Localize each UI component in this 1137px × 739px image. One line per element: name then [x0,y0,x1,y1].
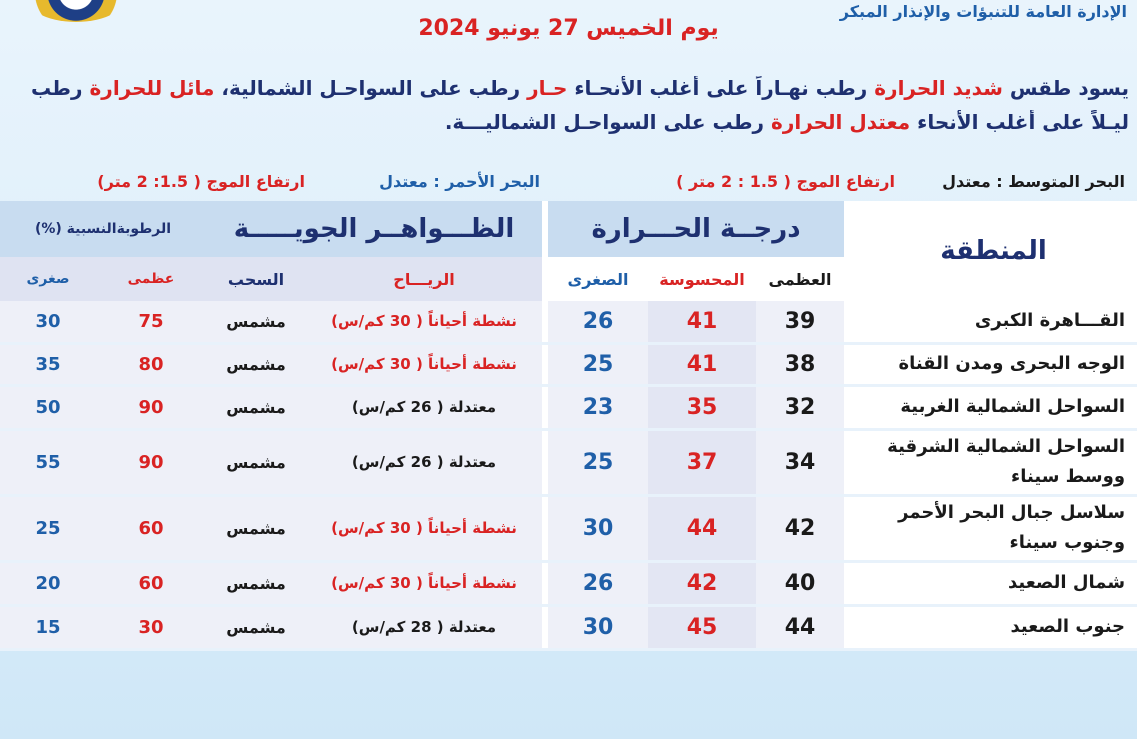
max-temp: 38 [756,343,844,385]
cloud-value: مشمس [206,495,306,561]
summary-line-1: يسود طقس شديد الحرارة رطب نهـاراً على أغلب الأنحـاء حـار رطب على السواحـل الشمالية، مائل للحرارة رطب [31,76,1129,100]
table-row [0,385,1137,429]
cloud-value: مشمس [206,385,306,429]
table-row [0,343,1137,385]
wind-value: نشطة أحياناً ( 30 كم/س) [306,343,542,385]
wind-value: معتدلة ( 26 كم/س) [306,385,542,429]
min-temp: 23 [548,385,648,429]
humidity-max: 30 [96,605,206,649]
cloud-value: مشمس [206,301,306,343]
feels-like-temp: 44 [648,495,756,561]
region-name: القـــاهرة الكبرى [850,301,1137,343]
humidity-min: 25 [0,495,96,561]
wind-value: نشطة أحياناً ( 30 كم/س) [306,301,542,343]
wind-value: معتدلة ( 26 كم/س) [306,429,542,495]
sub-max: العظمى [756,257,844,301]
wind-value: نشطة أحياناً ( 30 كم/س) [306,561,542,605]
min-temp: 25 [548,429,648,495]
humidity-min: 35 [0,343,96,385]
region-name: سلاسل جبال البحر الأحمر وجنوب سيناء [850,495,1137,561]
humidity-max: 80 [96,343,206,385]
sub-feels: المحسوسة [648,257,756,301]
header-region: المنطقة [850,201,1137,301]
region-name: السواحل الشمالية الشرقية ووسط سيناء [850,429,1137,495]
feels-like-temp: 41 [648,301,756,343]
region-name: شمال الصعيد [850,561,1137,605]
table-row [0,605,1137,649]
max-temp: 40 [756,561,844,605]
max-temp: 44 [756,605,844,649]
max-temp: 39 [756,301,844,343]
cloud-value: مشمس [206,561,306,605]
forecast-date: يوم الخميس 27 يونيو 2024 [418,16,719,41]
min-temp: 26 [548,561,648,605]
min-temp: 26 [548,301,648,343]
header-phenomena: الظـــواهــر الجويـــــة [206,201,542,257]
max-temp: 42 [756,495,844,561]
feels-like-temp: 37 [648,429,756,495]
humidity-max: 60 [96,561,206,605]
feels-like-temp: 45 [648,605,756,649]
min-temp: 30 [548,495,648,561]
humidity-max: 90 [96,385,206,429]
red-sea-wave: ارتفاع الموج ( 1.5: 2 متر) [97,172,305,191]
table-row [0,301,1137,343]
department-name: الإدارة العامة للتنبؤات والإنذار المبكر [839,2,1127,21]
cloud-value: مشمس [206,429,306,495]
feels-like-temp: 41 [648,343,756,385]
sea-state [45,172,1125,202]
red-sea-state: البحر الأحمر : معتدل [379,172,540,191]
sub-min: الصغرى [548,257,648,301]
summary-line-2: ليـلاً على أغلب الأنحاء معتدل الحرارة رطب على السواحـل الشماليـــة. [444,110,1129,134]
feels-like-temp: 42 [648,561,756,605]
min-temp: 30 [548,605,648,649]
feels-like-temp: 35 [648,385,756,429]
table-row [0,561,1137,605]
humidity-min: 50 [0,385,96,429]
forecast-table [0,201,1137,651]
humidity-min: 55 [0,429,96,495]
table-row [0,495,1137,561]
wind-value: نشطة أحياناً ( 30 كم/س) [306,495,542,561]
sub-cloud: السحب [206,257,306,301]
wind-value: معتدلة ( 28 كم/س) [306,605,542,649]
max-temp: 32 [756,385,844,429]
mediterranean-state: البحر المتوسط : معتدل [942,172,1125,191]
sub-wind: الريـــاح [306,257,542,301]
cloud-value: مشمس [206,605,306,649]
sub-humidity-min: صغرى [0,257,96,301]
header-humidity: الرطوبةالنسبية (%) [0,201,206,257]
humidity-max: 75 [96,301,206,343]
humidity-max: 60 [96,495,206,561]
region-name: الوجه البحرى ومدن القناة [850,343,1137,385]
header-temperature: درجــة الحـــرارة [548,201,844,257]
humidity-min: 30 [0,301,96,343]
humidity-max: 90 [96,429,206,495]
humidity-min: 15 [0,605,96,649]
region-name: جنوب الصعيد [850,605,1137,649]
max-temp: 34 [756,429,844,495]
min-temp: 25 [548,343,648,385]
humidity-min: 20 [0,561,96,605]
mediterranean-wave: ارتفاع الموج ( 1.5 : 2 متر ) [676,172,895,191]
table-row [0,429,1137,495]
region-name: السواحل الشمالية الغربية [850,385,1137,429]
cloud-value: مشمس [206,343,306,385]
sub-humidity-max: عظمى [96,257,206,301]
